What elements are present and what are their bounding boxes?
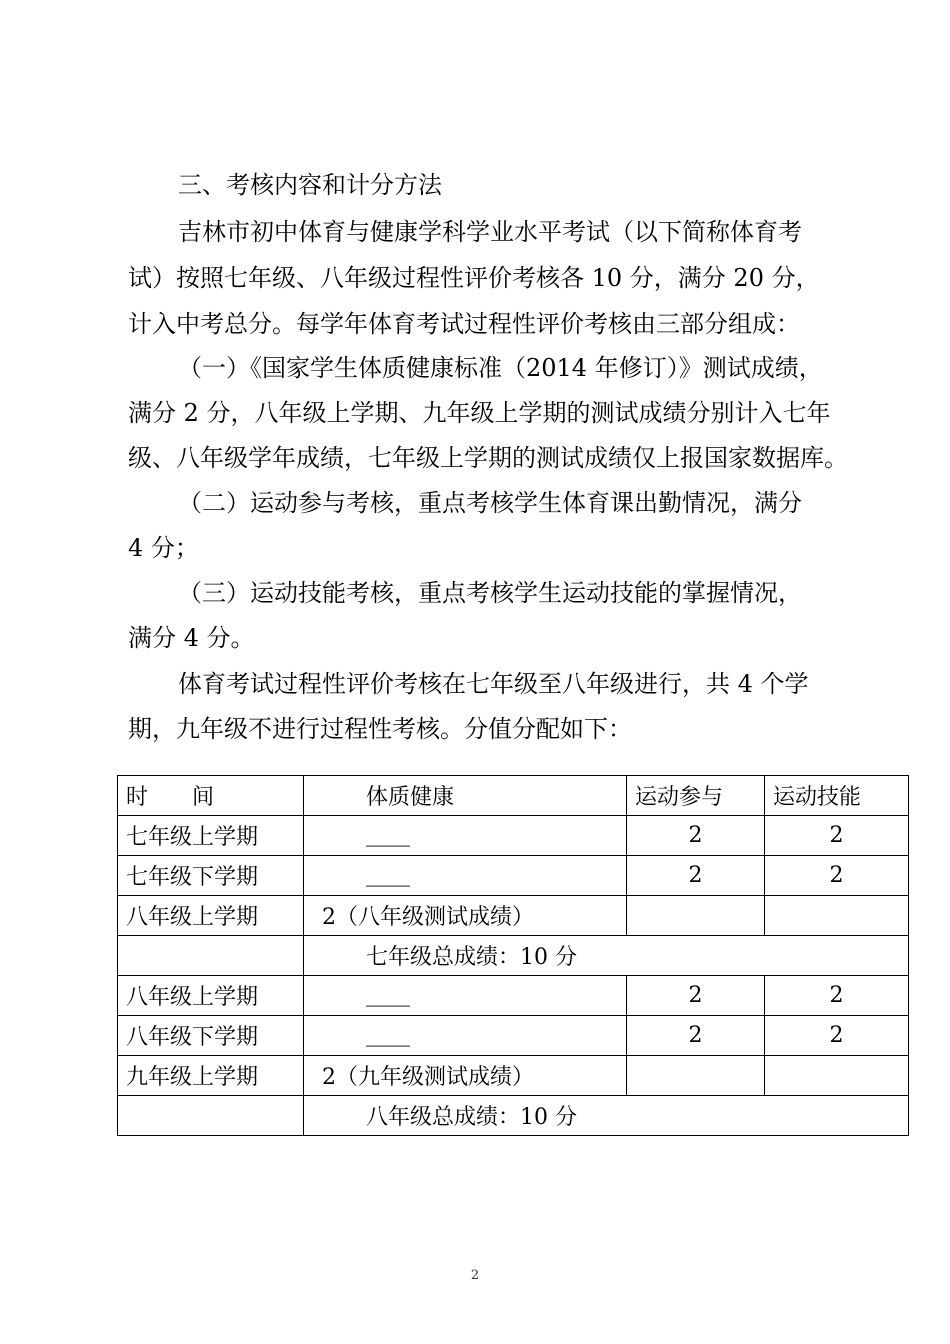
row-skills: 2 — [765, 856, 909, 896]
row-skills: 2 — [765, 976, 909, 1016]
row-fitness: ＿＿ — [304, 1016, 627, 1056]
row-term: 七年级下学期 — [118, 856, 304, 896]
total-label-cell — [118, 936, 304, 976]
header-participation: 运动参与 — [627, 776, 765, 816]
table-row — [118, 856, 909, 896]
row-skills: 2 — [765, 816, 909, 856]
paragraph-line: 吉林市初中体育与健康学科学业水平考试（以下简称体育考 — [178, 218, 802, 246]
row-participation: 2 — [627, 1016, 765, 1056]
table-total-row — [118, 1096, 909, 1136]
row-fitness: ＿＿ — [304, 976, 627, 1016]
row-term: 七年级上学期 — [118, 816, 304, 856]
paragraph-line: 满分 4 分。 — [128, 624, 255, 652]
table-row — [118, 816, 909, 856]
paragraph-line: （二）运动参与考核，重点考核学生体育课出勤情况，满分 — [178, 489, 802, 517]
row-fitness: 2（八年级测试成绩） — [304, 896, 627, 936]
grade7-total: 七年级总成绩：10 分 — [304, 936, 909, 976]
header-fitness: 体质健康 — [304, 776, 627, 816]
row-fitness: 2（九年级测试成绩） — [304, 1056, 627, 1096]
row-skills — [765, 1056, 909, 1096]
table-row — [118, 1056, 909, 1096]
row-participation: 2 — [627, 856, 765, 896]
paragraph-line: 级、八年级学年成绩，七年级上学期的测试成绩仅上报国家数据库。 — [128, 444, 848, 472]
table-row — [118, 1016, 909, 1056]
page-number: 2 — [470, 1268, 480, 1283]
table-total-row — [118, 936, 909, 976]
table-row — [118, 896, 909, 936]
total-label-cell — [118, 1096, 304, 1136]
row-term: 八年级上学期 — [118, 976, 304, 1016]
row-fitness: ＿＿ — [304, 816, 627, 856]
row-participation: 2 — [627, 976, 765, 1016]
row-fitness: ＿＿ — [304, 856, 627, 896]
paragraph-line: 满分 2 分，八年级上学期、九年级上学期的测试成绩分别计入七年 — [128, 399, 831, 427]
row-participation: 2 — [627, 816, 765, 856]
paragraph-line: （一）《国家学生体质健康标准（2014 年修订）》测试成绩， — [178, 354, 823, 382]
grade8-total: 八年级总成绩：10 分 — [304, 1096, 909, 1136]
row-participation — [627, 896, 765, 936]
row-skills: 2 — [765, 1016, 909, 1056]
row-term: 九年级上学期 — [118, 1056, 304, 1096]
header-skills: 运动技能 — [765, 776, 909, 816]
table-header-row — [118, 776, 909, 816]
header-time: 时 间 — [118, 776, 304, 816]
score-table — [117, 775, 909, 1136]
paragraph-line: 期，九年级不进行过程性考核。分值分配如下： — [128, 715, 632, 743]
row-skills — [765, 896, 909, 936]
paragraph-line: 计入中考总分。每学年体育考试过程性评价考核由三部分组成： — [128, 310, 800, 338]
row-term: 八年级上学期 — [118, 896, 304, 936]
row-participation — [627, 1056, 765, 1096]
table-row — [118, 976, 909, 1016]
row-term: 八年级下学期 — [118, 1016, 304, 1056]
paragraph-line: （三）运动技能考核，重点考核学生运动技能的掌握情况， — [178, 579, 802, 607]
section-heading: 三、考核内容和计分方法 — [178, 171, 442, 199]
paragraph-line: 4 分； — [128, 534, 199, 562]
paragraph-line: 体育考试过程性评价考核在七年级至八年级进行，共 4 个学 — [178, 670, 809, 698]
paragraph-line: 试）按照七年级、八年级过程性评价考核各 10 分，满分 20 分， — [128, 264, 820, 292]
